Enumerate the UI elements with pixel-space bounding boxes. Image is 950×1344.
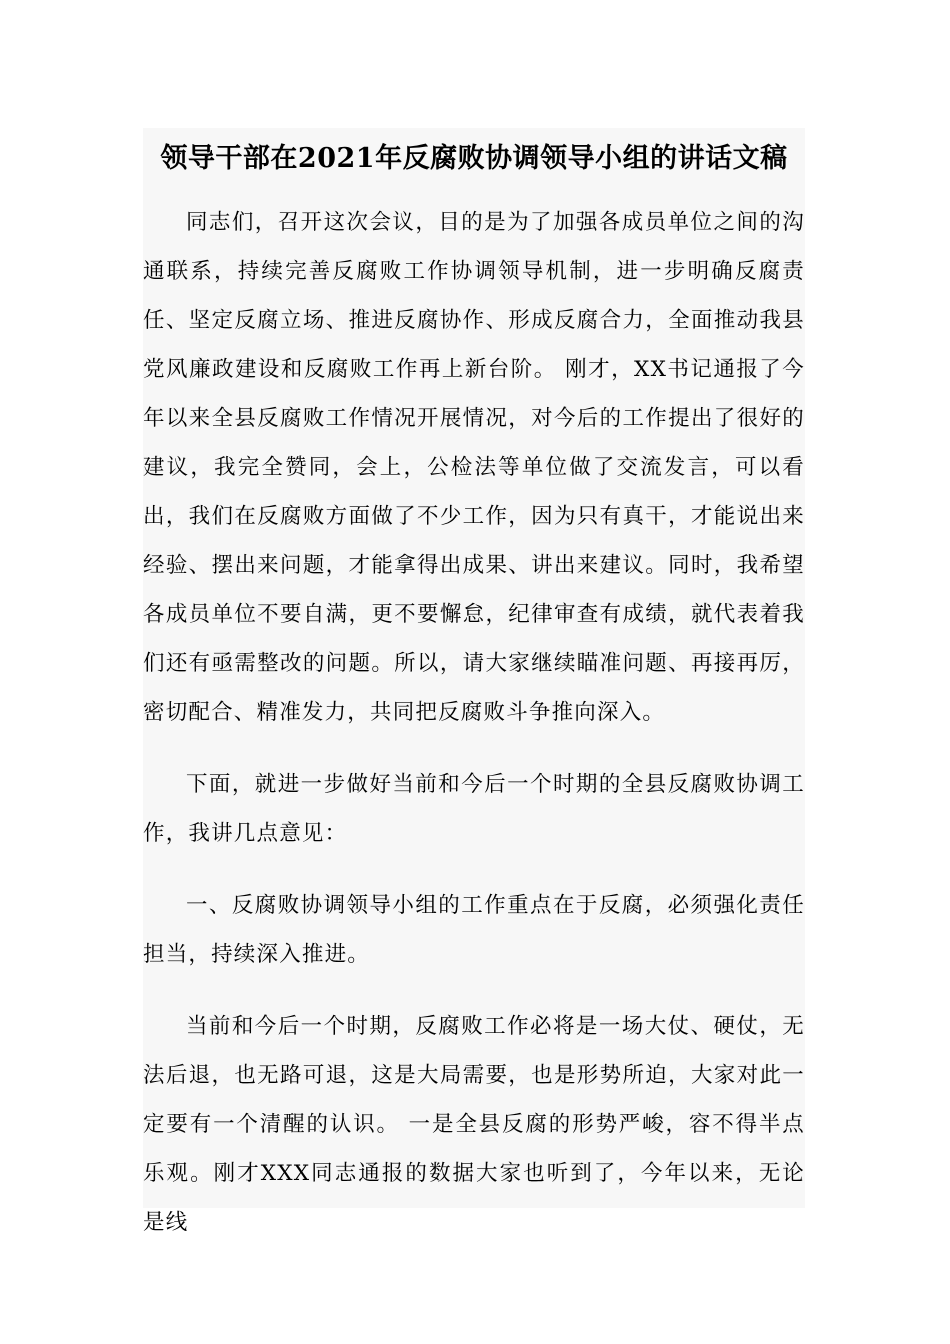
paragraph-section-one-body: 当前和今后一个时期，反腐败工作必将是一场大仗、硬仗，无法后退，也无路可退，这是大局需要，也是形势所迫，大家对此一定要有一个清醒的认识。 一是全县反腐的形势严峻，容不得半点乐观。刚才XXX同志通报的数据大家也听到了，今年以来，无论是线 [143,1014,805,1235]
document-page [143,128,805,1235]
paragraph-intro-opinions: 下面，就进一步做好当前和今后一个时期的全县反腐败协调工作，我讲几点意见： [143,772,805,846]
paragraph-opening: 同志们，召开这次会议，目的是为了加强各成员单位之间的沟通联系，持续完善反腐败工作协调领导机制，进一步明确反腐责任、坚定反腐立场、推进反腐协作、形成反腐合力，全面推动我县党风廉政建设和反腐败工作再上新台阶。 刚才，XX书记通报了今年以来全县反腐败工作情况开展情况，对今后的工作提出了很好的建议，我完全赞同，会上，公检法等单位做了交流发言，可以看出，我们在反腐败方面做了不少工作，因为只有真干，才能说出来经验、摆出来问题，才能拿得出成果、讲出来建议。同时，我希望各成员单位不要自满，更不要懈怠，纪律审查有成绩，就代表着我们还有亟需整改的问题。所以，请大家继续瞄准问题、再接再厉，密切配合、精准发力，共同把反腐败斗争推向深入。 [143,210,805,725]
document-body [143,184,805,1247]
paragraph-section-one-heading: 一、反腐败协调领导小组的工作重点在于反腐，必须强化责任担当，持续深入推进。 [143,893,805,967]
document-title: 领导干部在2021年反腐败协调领导小组的讲话文稿 [160,143,788,174]
